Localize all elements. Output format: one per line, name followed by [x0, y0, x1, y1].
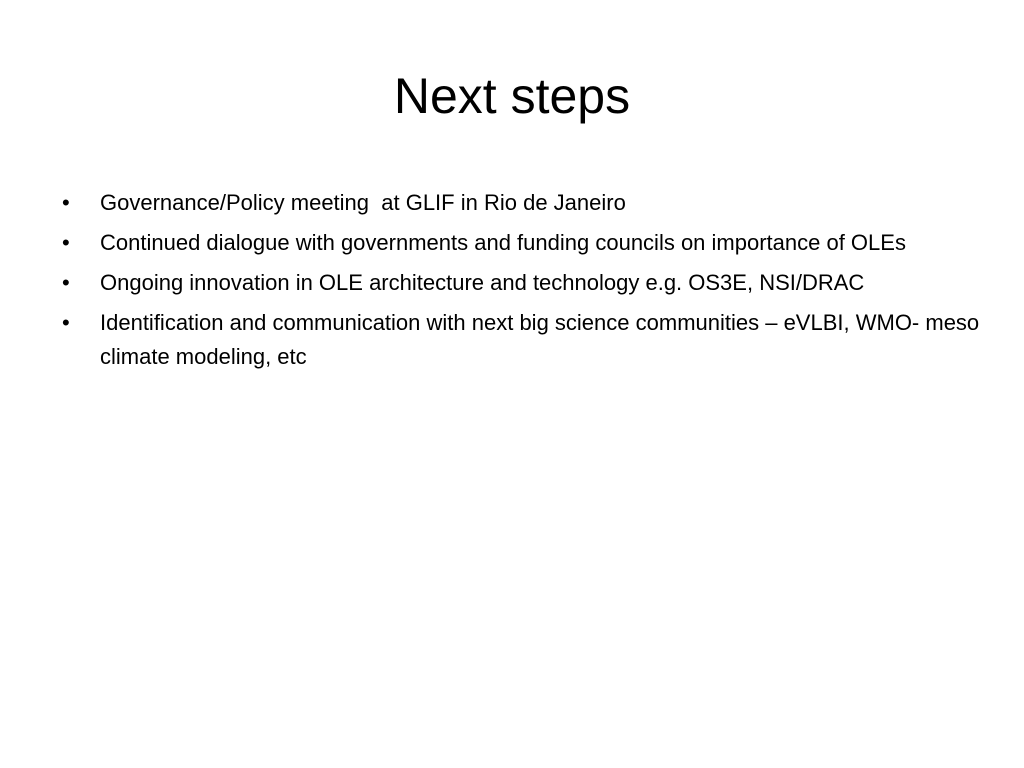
bullet-icon: • [62, 230, 70, 255]
bullet-list [62, 186, 982, 380]
bullet-item-1 [62, 186, 982, 220]
bullet-icon: • [62, 190, 70, 215]
bullet-item-4 [62, 306, 982, 374]
bullet-text: Governance/Policy meeting at GLIF in Rio de Janeiro [100, 190, 626, 215]
bullet-text: Ongoing innovation in OLE architecture and technology e.g. OS3E, NSI/DRAC [100, 270, 865, 295]
bullet-icon: • [62, 310, 70, 335]
bullet-item-3 [62, 266, 982, 300]
bullet-item-2 [62, 226, 982, 260]
bullet-text: Identification and communication with next big science communities – eVLBI, WMO- meso climate modeling, etc [100, 310, 980, 369]
slide-title: Next steps [393, 68, 631, 124]
bullet-text: Continued dialogue with governments and funding councils on importance of OLEs [100, 230, 906, 255]
bullet-icon: • [62, 270, 70, 295]
